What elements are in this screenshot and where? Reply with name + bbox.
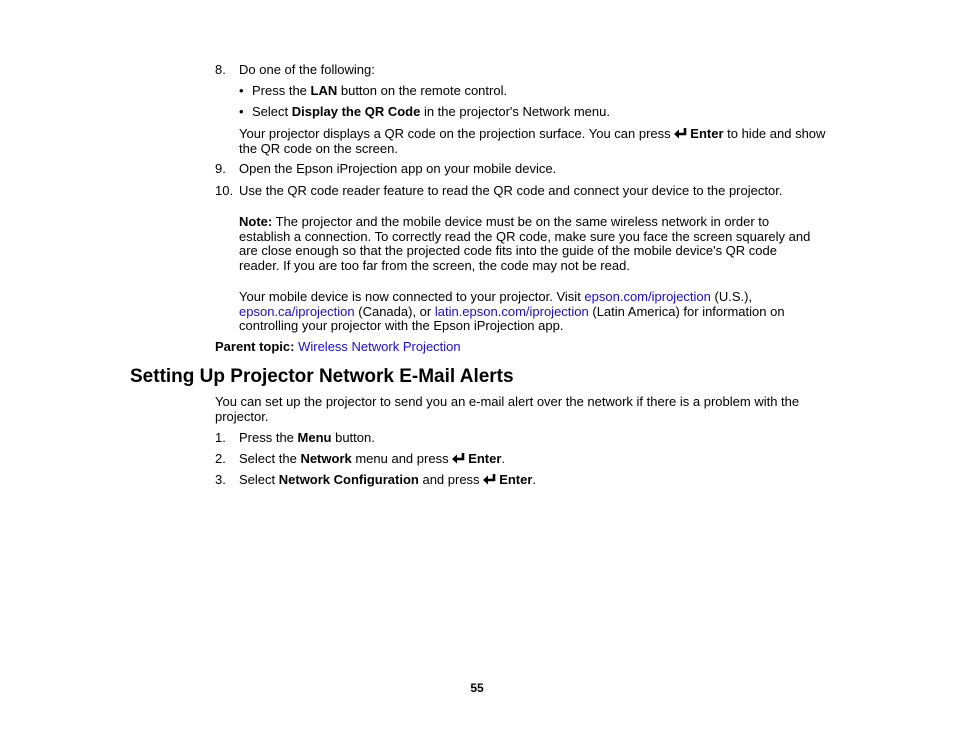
step-10-number: 10. xyxy=(215,183,234,198)
note-label: Note: xyxy=(239,214,273,229)
section-intro: You can set up the projector to send you an e-mail alert over the network if there is a problem with the projector. xyxy=(215,394,800,424)
step-8-note: Your projector displays a QR code on the projection surface. You can press Enter to hide and show the QR code on the screen. xyxy=(239,126,826,156)
step-8-text: Do one of the following: xyxy=(239,62,375,77)
enter-arrow-icon xyxy=(674,128,688,139)
section-step-3: Select Network Configuration and press Enter. xyxy=(239,472,537,487)
section-step-number: 2. xyxy=(215,451,226,466)
section-step-2: Select the Network menu and press Enter. xyxy=(239,451,506,466)
link-epson-com[interactable]: epson.com/iprojection xyxy=(584,289,711,304)
page-number: 55 xyxy=(470,681,484,695)
link-epson-ca[interactable]: epson.ca/iprojection xyxy=(239,303,355,319)
enter-arrow-icon xyxy=(483,474,497,485)
bullet-marker: • xyxy=(239,83,244,98)
enter-arrow-icon xyxy=(452,453,466,464)
step-9-number: 9. xyxy=(215,161,226,176)
section-step-number: 3. xyxy=(215,472,226,487)
section-heading: Setting Up Projector Network E-Mail Alerts xyxy=(130,366,514,387)
step-8-number: 8. xyxy=(215,62,226,77)
step-10-text: Use the QR code reader feature to read the QR code and connect your device to the projector. xyxy=(239,183,783,198)
section-step-1: Press the Menu button. xyxy=(239,430,375,445)
parent-topic: Parent topic: Wireless Network Projection xyxy=(215,339,461,354)
connected-paragraph: Your mobile device is now connected to your projector. Visit epson.com/iprojection (U.S.), epson.ca/iprojection (Canada), or latin.epson.com/iprojection (Latin America) for information on controlling your projector with the Epson iProjection app. xyxy=(239,289,785,333)
step-9-text: Open the Epson iProjection app on your mobile device. xyxy=(239,161,557,176)
bullet-marker: • xyxy=(239,104,244,119)
parent-topic-link[interactable]: Wireless Network Projection xyxy=(298,339,461,354)
section-step-number: 1. xyxy=(215,430,226,445)
step-8-bullet-1: Press the LAN button on the remote control. xyxy=(252,83,508,98)
step-8-bullet-2: Select Display the QR Code in the projector's Network menu. xyxy=(252,104,610,119)
note-block: Note: The projector and the mobile device must be on the same wireless network in order to establish a connection. To correctly read the QR code, make sure you face the screen squarely and are close enough so that the projected code fits into the guide of the mobile device's QR code reader. If you are too far from the screen, the code may not be read. xyxy=(239,214,811,273)
link-latin-epson[interactable]: latin.epson.com/iprojection xyxy=(434,303,589,319)
